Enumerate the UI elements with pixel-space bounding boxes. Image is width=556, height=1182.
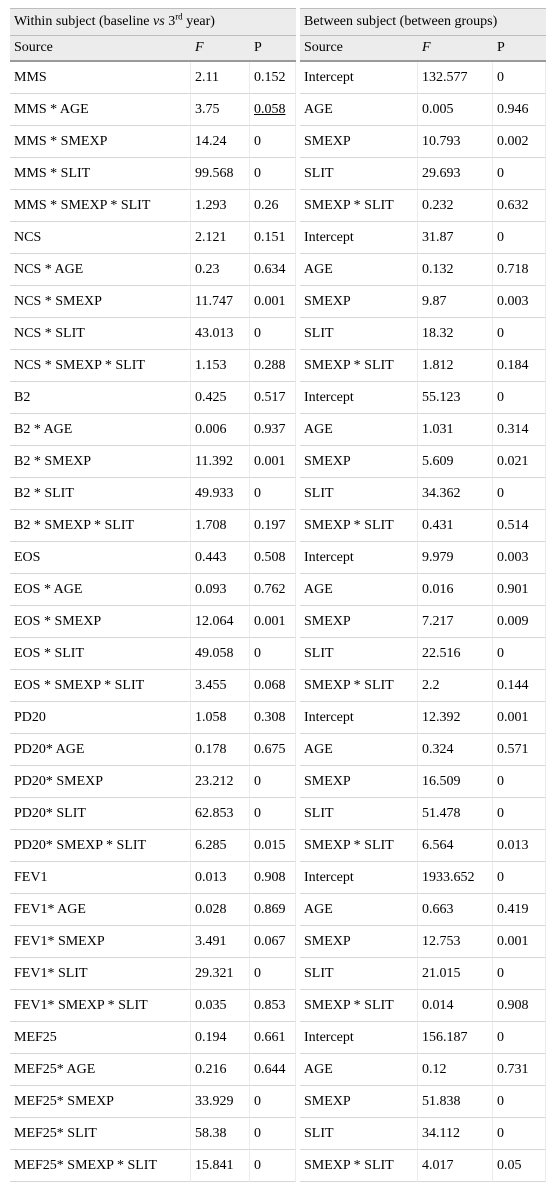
table-row [10, 222, 546, 254]
within-f-cell: 1.058 [191, 702, 250, 734]
within-f-cell: 29.321 [191, 958, 250, 990]
between-source-cell: SMEXP [300, 926, 418, 958]
within-f-cell: 11.747 [191, 286, 250, 318]
within-p-cell: 0.152 [250, 62, 296, 94]
between-p-cell: 0 [493, 382, 546, 414]
within-f-cell: 14.24 [191, 126, 250, 158]
within-p-cell: 0.517 [250, 382, 296, 414]
table-row [10, 286, 546, 318]
within-source-cell: PD20 [10, 702, 191, 734]
table-row [10, 126, 546, 158]
table-row [10, 702, 546, 734]
between-f-cell: 51.838 [418, 1086, 493, 1118]
within-p-cell: 0 [250, 158, 296, 190]
between-source-cell: SLIT [300, 958, 418, 990]
within-source-cell: MMS * SMEXP * SLIT [10, 190, 191, 222]
table-row [10, 1086, 546, 1118]
between-source-cell: SMEXP [300, 1086, 418, 1118]
table-row [10, 990, 546, 1022]
between-source-cell: SMEXP * SLIT [300, 1150, 418, 1182]
table-row [10, 798, 546, 830]
between-f-cell: 2.2 [418, 670, 493, 702]
between-source-cell: SMEXP * SLIT [300, 350, 418, 382]
within-f-cell: 2.11 [191, 62, 250, 94]
between-p-cell: 0 [493, 798, 546, 830]
between-source-cell: SMEXP [300, 446, 418, 478]
between-source-cell: SMEXP * SLIT [300, 670, 418, 702]
within-p-cell: 0.937 [250, 414, 296, 446]
table-row [10, 1054, 546, 1086]
between-p-cell: 0 [493, 1086, 546, 1118]
between-f-cell: 4.017 [418, 1150, 493, 1182]
within-source-cell: EOS * SLIT [10, 638, 191, 670]
within-source-cell: MMS * AGE [10, 94, 191, 126]
within-f-header: F [191, 36, 250, 62]
table-row [10, 574, 546, 606]
between-p-cell: 0.003 [493, 286, 546, 318]
between-p-cell: 0.05 [493, 1150, 546, 1182]
within-source-cell: PD20* SMEXP * SLIT [10, 830, 191, 862]
between-source-cell: AGE [300, 414, 418, 446]
within-f-cell: 49.058 [191, 638, 250, 670]
between-p-cell: 0 [493, 318, 546, 350]
between-f-cell: 156.187 [418, 1022, 493, 1054]
within-p-cell: 0.288 [250, 350, 296, 382]
table-row [10, 158, 546, 190]
within-p-cell: 0.015 [250, 830, 296, 862]
within-source-cell: MEF25* AGE [10, 1054, 191, 1086]
within-p-cell: 0.644 [250, 1054, 296, 1086]
anova-results-table [10, 8, 546, 1182]
table-row [10, 958, 546, 990]
within-p-cell: 0 [250, 766, 296, 798]
between-p-cell: 0.571 [493, 734, 546, 766]
within-source-cell: FEV1* AGE [10, 894, 191, 926]
between-f-cell: 21.015 [418, 958, 493, 990]
between-p-cell: 0 [493, 958, 546, 990]
within-f-cell: 0.028 [191, 894, 250, 926]
between-p-cell: 0 [493, 862, 546, 894]
within-f-cell: 3.491 [191, 926, 250, 958]
between-source-cell: AGE [300, 254, 418, 286]
within-p-cell: 0.869 [250, 894, 296, 926]
within-p-cell: 0 [250, 638, 296, 670]
within-header-suffix: year) [182, 14, 215, 29]
between-p-cell: 0 [493, 638, 546, 670]
between-p-cell: 0.901 [493, 574, 546, 606]
within-f-cell: 15.841 [191, 1150, 250, 1182]
within-source-cell: MMS [10, 62, 191, 94]
within-source-header: Source [10, 36, 191, 62]
within-source-cell: B2 * SMEXP * SLIT [10, 510, 191, 542]
between-p-cell: 0 [493, 1118, 546, 1150]
within-f-cell: 0.013 [191, 862, 250, 894]
between-f-cell: 132.577 [418, 62, 493, 94]
between-f-cell: 0.12 [418, 1054, 493, 1086]
between-source-cell: Intercept [300, 62, 418, 94]
between-source-cell: AGE [300, 1054, 418, 1086]
between-f-cell: 51.478 [418, 798, 493, 830]
between-p-cell: 0.001 [493, 702, 546, 734]
between-f-cell: 9.87 [418, 286, 493, 318]
between-f-header: F [418, 36, 493, 62]
table-row [10, 414, 546, 446]
between-p-header: P [493, 36, 546, 62]
between-f-cell: 0.431 [418, 510, 493, 542]
between-f-cell: 10.793 [418, 126, 493, 158]
within-header-prefix: Within subject (baseline [14, 14, 154, 29]
between-f-cell: 34.112 [418, 1118, 493, 1150]
between-source-cell: SMEXP * SLIT [300, 510, 418, 542]
within-p-cell: 0.001 [250, 446, 296, 478]
within-p-cell: 0.508 [250, 542, 296, 574]
between-p-cell: 0.009 [493, 606, 546, 638]
within-source-cell: EOS [10, 542, 191, 574]
between-source-cell: AGE [300, 894, 418, 926]
between-source-cell: Intercept [300, 542, 418, 574]
within-f-cell: 0.194 [191, 1022, 250, 1054]
within-p-cell: 0.661 [250, 1022, 296, 1054]
between-p-cell: 0.314 [493, 414, 546, 446]
column-header-row [10, 36, 546, 62]
within-f-cell: 0.23 [191, 254, 250, 286]
within-p-cell: 0.634 [250, 254, 296, 286]
between-p-cell: 0.001 [493, 926, 546, 958]
within-header-sup: rd [175, 11, 183, 22]
within-source-cell: EOS * SMEXP * SLIT [10, 670, 191, 702]
between-p-cell: 0 [493, 222, 546, 254]
between-f-cell: 31.87 [418, 222, 493, 254]
within-p-cell: 0.197 [250, 510, 296, 542]
between-source-cell: AGE [300, 574, 418, 606]
table-row [10, 446, 546, 478]
between-source-cell: SLIT [300, 1118, 418, 1150]
between-f-cell: 16.509 [418, 766, 493, 798]
table-row [10, 1150, 546, 1182]
between-source-cell: Intercept [300, 1022, 418, 1054]
within-source-cell: MEF25 [10, 1022, 191, 1054]
within-f-cell: 0.035 [191, 990, 250, 1022]
between-f-cell: 18.32 [418, 318, 493, 350]
between-f-cell: 0.324 [418, 734, 493, 766]
within-source-cell: MMS * SMEXP [10, 126, 191, 158]
table-row [10, 894, 546, 926]
between-f-cell: 0.016 [418, 574, 493, 606]
between-f-cell: 1.812 [418, 350, 493, 382]
within-source-cell: NCS * SLIT [10, 318, 191, 350]
within-p-cell: 0 [250, 478, 296, 510]
between-f-cell: 55.123 [418, 382, 493, 414]
table-body [10, 62, 546, 1182]
between-p-cell: 0.419 [493, 894, 546, 926]
between-p-cell: 0.003 [493, 542, 546, 574]
between-f-cell: 12.392 [418, 702, 493, 734]
between-source-cell: SMEXP * SLIT [300, 190, 418, 222]
between-p-cell: 0 [493, 766, 546, 798]
between-source-cell: SMEXP * SLIT [300, 830, 418, 862]
within-source-cell: FEV1* SMEXP * SLIT [10, 990, 191, 1022]
between-p-cell: 0 [493, 478, 546, 510]
within-p-cell: 0 [250, 1086, 296, 1118]
between-f-cell: 0.005 [418, 94, 493, 126]
between-f-cell: 6.564 [418, 830, 493, 862]
within-f-cell: 3.455 [191, 670, 250, 702]
between-f-cell: 29.693 [418, 158, 493, 190]
table-row [10, 350, 546, 382]
between-p-cell: 0.144 [493, 670, 546, 702]
between-p-cell: 0.908 [493, 990, 546, 1022]
table-row [10, 830, 546, 862]
within-f-cell: 0.425 [191, 382, 250, 414]
within-source-cell: NCS [10, 222, 191, 254]
within-source-cell: NCS * SMEXP * SLIT [10, 350, 191, 382]
table-row [10, 510, 546, 542]
table-row [10, 862, 546, 894]
within-f-cell: 0.178 [191, 734, 250, 766]
within-subject-group-header [10, 8, 296, 36]
within-p-cell: 0.675 [250, 734, 296, 766]
within-f-cell: 0.443 [191, 542, 250, 574]
group-header-row [10, 8, 546, 36]
within-source-cell: B2 * SLIT [10, 478, 191, 510]
within-p-cell: 0 [250, 126, 296, 158]
between-source-cell: SMEXP [300, 126, 418, 158]
within-f-cell: 62.853 [191, 798, 250, 830]
table-row [10, 670, 546, 702]
within-f-cell: 6.285 [191, 830, 250, 862]
table-row [10, 734, 546, 766]
between-f-cell: 1933.652 [418, 862, 493, 894]
within-f-cell: 1.708 [191, 510, 250, 542]
between-p-cell: 0.731 [493, 1054, 546, 1086]
within-f-cell: 1.293 [191, 190, 250, 222]
between-f-cell: 0.232 [418, 190, 493, 222]
table-row [10, 1022, 546, 1054]
within-source-cell: B2 * AGE [10, 414, 191, 446]
between-f-cell: 22.516 [418, 638, 493, 670]
within-f-cell: 2.121 [191, 222, 250, 254]
within-p-cell: 0.001 [250, 606, 296, 638]
between-subject-group-header: Between subject (between groups) [300, 8, 546, 36]
between-source-cell: SLIT [300, 638, 418, 670]
between-source-cell: Intercept [300, 382, 418, 414]
between-f-cell: 5.609 [418, 446, 493, 478]
between-source-cell: Intercept [300, 222, 418, 254]
table-row [10, 542, 546, 574]
between-source-cell: SLIT [300, 318, 418, 350]
table-row [10, 62, 546, 94]
table-row [10, 1118, 546, 1150]
within-f-cell: 49.933 [191, 478, 250, 510]
within-p-cell: 0.151 [250, 222, 296, 254]
within-p-cell: 0.908 [250, 862, 296, 894]
between-p-cell: 0 [493, 62, 546, 94]
within-f-cell: 0.006 [191, 414, 250, 446]
within-source-cell: FEV1* SMEXP [10, 926, 191, 958]
between-source-cell: AGE [300, 734, 418, 766]
within-p-cell: 0.853 [250, 990, 296, 1022]
table-row [10, 478, 546, 510]
within-f-cell: 0.216 [191, 1054, 250, 1086]
within-f-cell: 0.093 [191, 574, 250, 606]
between-f-cell: 0.132 [418, 254, 493, 286]
within-source-cell: FEV1* SLIT [10, 958, 191, 990]
within-header-mid: 3 [164, 14, 176, 29]
within-source-cell: B2 * SMEXP [10, 446, 191, 478]
between-source-cell: SMEXP [300, 286, 418, 318]
within-f-cell: 58.38 [191, 1118, 250, 1150]
between-f-cell: 9.979 [418, 542, 493, 574]
between-source-cell: SLIT [300, 798, 418, 830]
within-f-cell: 33.929 [191, 1086, 250, 1118]
between-source-cell: SLIT [300, 478, 418, 510]
between-source-cell: SMEXP [300, 606, 418, 638]
between-f-cell: 34.362 [418, 478, 493, 510]
within-p-cell: 0 [250, 1118, 296, 1150]
within-f-cell: 23.212 [191, 766, 250, 798]
between-p-cell: 0.946 [493, 94, 546, 126]
within-p-cell: 0 [250, 318, 296, 350]
between-source-cell: Intercept [300, 862, 418, 894]
between-p-cell: 0.184 [493, 350, 546, 382]
within-f-cell: 1.153 [191, 350, 250, 382]
within-source-cell: NCS * AGE [10, 254, 191, 286]
between-p-cell: 0 [493, 158, 546, 190]
between-source-cell: SLIT [300, 158, 418, 190]
between-p-cell: 0.002 [493, 126, 546, 158]
within-header-vs: vs [153, 14, 165, 29]
table-row [10, 94, 546, 126]
table-row [10, 254, 546, 286]
between-f-cell: 12.753 [418, 926, 493, 958]
table-row [10, 190, 546, 222]
table-row [10, 638, 546, 670]
within-source-cell: EOS * SMEXP [10, 606, 191, 638]
between-p-cell: 0.514 [493, 510, 546, 542]
table-row [10, 318, 546, 350]
table-row [10, 766, 546, 798]
between-p-cell: 0.021 [493, 446, 546, 478]
within-source-cell: FEV1 [10, 862, 191, 894]
within-source-cell: MEF25* SLIT [10, 1118, 191, 1150]
within-source-cell: PD20* AGE [10, 734, 191, 766]
within-p-cell: 0.058 [250, 94, 296, 126]
within-f-cell: 12.064 [191, 606, 250, 638]
within-p-header: P [250, 36, 296, 62]
within-p-cell: 0.762 [250, 574, 296, 606]
between-p-cell: 0.013 [493, 830, 546, 862]
between-source-cell: SMEXP [300, 766, 418, 798]
within-p-cell: 0.067 [250, 926, 296, 958]
within-p-cell: 0.068 [250, 670, 296, 702]
within-source-cell: EOS * AGE [10, 574, 191, 606]
between-source-cell: SMEXP * SLIT [300, 990, 418, 1022]
between-f-cell: 1.031 [418, 414, 493, 446]
within-source-cell: B2 [10, 382, 191, 414]
within-f-cell: 3.75 [191, 94, 250, 126]
between-f-cell: 0.663 [418, 894, 493, 926]
within-source-cell: MEF25* SMEXP [10, 1086, 191, 1118]
within-f-cell: 99.568 [191, 158, 250, 190]
within-source-cell: PD20* SLIT [10, 798, 191, 830]
within-p-cell: 0 [250, 1150, 296, 1182]
table-row [10, 926, 546, 958]
within-p-cell: 0.26 [250, 190, 296, 222]
between-p-cell: 0 [493, 1022, 546, 1054]
between-source-cell: AGE [300, 94, 418, 126]
between-f-cell: 7.217 [418, 606, 493, 638]
within-p-cell: 0 [250, 958, 296, 990]
within-p-cell: 0 [250, 798, 296, 830]
within-source-cell: PD20* SMEXP [10, 766, 191, 798]
within-source-cell: MEF25* SMEXP * SLIT [10, 1150, 191, 1182]
between-f-cell: 0.014 [418, 990, 493, 1022]
table-row [10, 606, 546, 638]
between-source-header: Source [300, 36, 418, 62]
table-row [10, 382, 546, 414]
within-f-cell: 11.392 [191, 446, 250, 478]
between-p-cell: 0.718 [493, 254, 546, 286]
within-source-cell: MMS * SLIT [10, 158, 191, 190]
between-p-cell: 0.632 [493, 190, 546, 222]
within-p-cell: 0.308 [250, 702, 296, 734]
within-source-cell: NCS * SMEXP [10, 286, 191, 318]
within-f-cell: 43.013 [191, 318, 250, 350]
within-p-cell: 0.001 [250, 286, 296, 318]
between-source-cell: Intercept [300, 702, 418, 734]
